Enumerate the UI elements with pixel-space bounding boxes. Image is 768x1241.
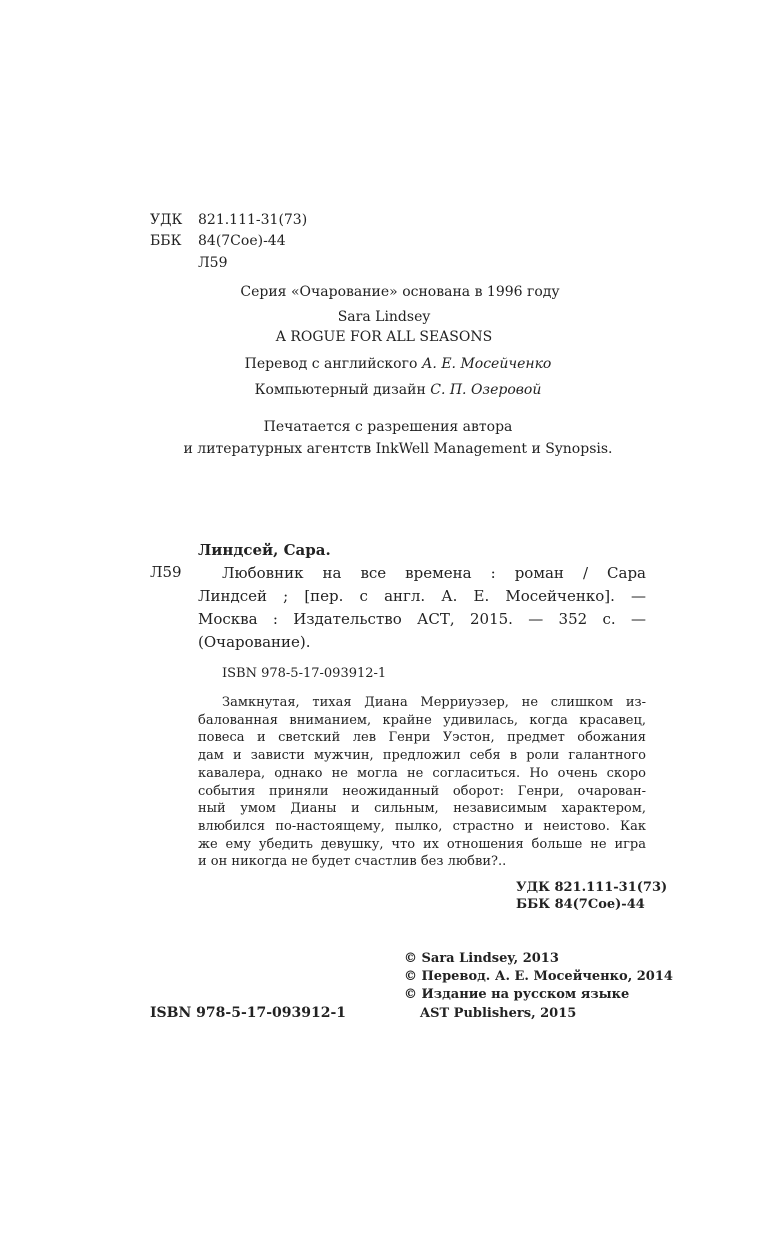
udk-label: УДК <box>150 212 183 228</box>
udk-line <box>150 211 307 229</box>
copyright-author: © Sara Lindsey, 2013 <box>404 951 559 966</box>
catalog-heading: Линдсей, Сара. <box>198 541 331 559</box>
annotation-udk: УДК 821.111-31(73) <box>516 880 668 895</box>
copyright-publisher: AST Publishers, 2015 <box>420 1006 577 1021</box>
catalog-author-mark: Л59 <box>150 563 182 581</box>
designer-name: С. П. Озеровой <box>430 382 542 398</box>
catalog-description <box>198 562 646 654</box>
copyright-edition: © Издание на русском языке <box>404 987 630 1002</box>
bbk-value: 84(7Сое)-44 <box>198 233 286 249</box>
translation-line <box>0 355 768 373</box>
series-line: Серия «Очарование» основана в 1996 году <box>240 284 560 300</box>
original-title: A ROGUE FOR ALL SEASONS <box>275 329 493 345</box>
annotation-line: же ему убедить девушку, что их отношения больше не игра <box>198 836 646 852</box>
catalog-isbn: ISBN 978-5-17-093912-1 <box>222 666 387 681</box>
permission-line-2: и литературных агентств InkWell Management и Synopsis. <box>183 441 613 457</box>
annotation <box>198 694 646 871</box>
permission-line-1: Печатается с разрешения автора <box>263 419 513 435</box>
translation-label: Перевод с английского <box>244 356 418 372</box>
annotation-line: кавалера, однако не могла не согласиться. Но очень скоро <box>198 765 646 781</box>
bottom-isbn: ISBN 978-5-17-093912-1 <box>150 1005 347 1021</box>
annotation-line: повеса и светский лев Генри Уэстон, предмет обожания <box>198 730 646 746</box>
udk-value: 821.111-31(73) <box>198 212 308 228</box>
catalog-line: (Очарование). <box>198 633 311 651</box>
catalog-line: Москва : Издательство АСТ, 2015. — 352 с. — <box>198 610 646 628</box>
annotation-line: Замкнутая, тихая Диана Мерриуэзер, не слишком из- <box>222 695 646 710</box>
translator-name: А. Е. Мосейченко <box>421 356 552 372</box>
annotation-line: ный умом Дианы и сильным, независимым характером, <box>198 801 646 817</box>
annotation-line: влюбился по-настоящему, пылко, страстно и неистово. Как <box>198 818 646 834</box>
catalog-line: Любовник на все времена : роман / Сара <box>222 564 646 582</box>
annotation-line: дам и зависти мужчин, предложил себя в роли галантного <box>198 748 646 764</box>
annotation-line: события приняли неожиданный оборот: Генри, очарован- <box>198 783 646 799</box>
annotation-line: и он никогда не будет счастлив без любви?.. <box>198 854 507 870</box>
annotation-bbk: ББК 84(7Сое)-44 <box>516 897 645 912</box>
design-label: Компьютерный дизайн <box>254 382 426 398</box>
annotation-line: балованная вниманием, крайне удивилась, когда красавец, <box>198 712 646 728</box>
author-mark: Л59 <box>198 255 228 271</box>
original-author: Sara Lindsey <box>337 309 431 325</box>
copyright-translation: © Перевод. А. Е. Мосейченко, 2014 <box>404 969 673 984</box>
catalog-line: Линдсей ; [пер. с англ. А. Е. Мосейченко]. — <box>198 587 646 605</box>
bbk-label: ББК <box>150 233 182 249</box>
bbk-line <box>150 232 286 250</box>
design-line <box>0 381 768 399</box>
